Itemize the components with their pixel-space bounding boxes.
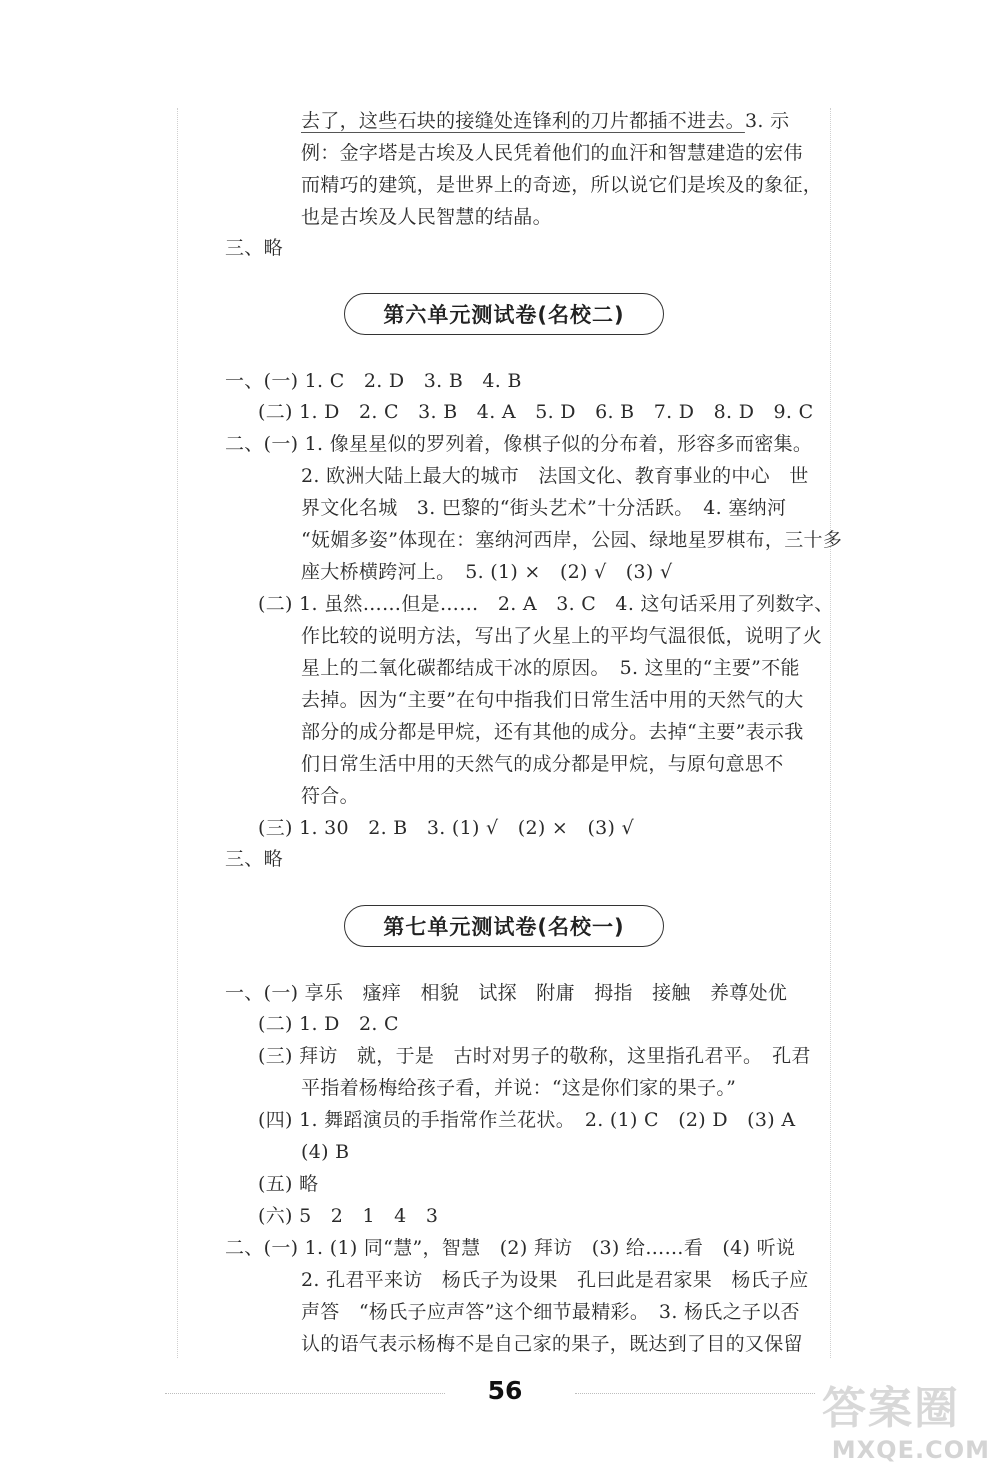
text-line: (二) 1. D 2. C: [258, 1013, 399, 1035]
text-line: 一、(一) 享乐 瘙痒 相貌 试探 附庸 拇指 接触 养尊处优: [225, 982, 788, 1004]
text-line: 一、(一) 1. C 2. D 3. B 4. B: [225, 370, 522, 392]
text-line: (三) 1. 30 2. B 3. (1) √ (2) × (3) √: [258, 817, 634, 839]
text-line: 们日常生活中用的天然气的成分都是甲烷，与原句意思不: [301, 753, 784, 775]
text-line: 也是古埃及人民智慧的结晶。: [301, 206, 552, 228]
margin-line-left: [177, 108, 178, 1358]
text-line: 2. 孔君平来访 杨氏子为设果 孔曰此是君家果 杨氏子应: [301, 1269, 809, 1291]
text-line: 三、略: [225, 848, 283, 870]
section-title: 第七单元测试卷(名校一): [344, 905, 664, 947]
text-line: “妩媚多姿”体现在：塞纳河西岸，公园、绿地星罗棋布，三十多: [301, 529, 843, 551]
text-line: 星上的二氧化碳都结成干冰的原因。 5. 这里的“主要”不能: [301, 657, 800, 679]
text-line: (四) 1. 舞蹈演员的手指常作兰花状。 2. (1) C (2) D (3) A: [258, 1109, 796, 1131]
text-line: 三、略: [225, 237, 283, 259]
text-line: 声答 “杨氏子应声答”这个细节最精彩。 3. 杨氏之子以否: [301, 1301, 800, 1323]
text-line: (二) 1. D 2. C 3. B 4. A 5. D 6. B 7. D 8. D 9. C: [258, 401, 814, 423]
footer-rule-right: [575, 1393, 815, 1394]
text-line: 作比较的说明方法，写出了火星上的平均气温很低，说明了火: [301, 625, 823, 647]
text-line: 二、(一) 1. 像星星似的罗列着，像棋子似的分布着，形容多而密集。: [225, 433, 813, 455]
watermark: [810, 1372, 990, 1468]
text-line: (二) 1. 虽然……但是…… 2. A 3. C 4. 这句话采用了列数字、: [258, 593, 834, 615]
text-line: 座大桥横跨河上。 5. (1) × (2) √ (3) √: [301, 561, 673, 583]
text-line: (4) B: [301, 1141, 350, 1163]
text-line: 3. 示: [745, 110, 790, 132]
text-line: (六) 5 2 1 4 3: [258, 1205, 439, 1227]
watermark-logo: 答案圈: [822, 1383, 960, 1434]
text-line: 二、(一) 1. (1) 同“慧”，智慧 (2) 拜访 (3) 给……看 (4) 听说: [225, 1237, 796, 1259]
section-title: 第六单元测试卷(名校二): [344, 293, 664, 335]
footer-rule-left: [165, 1393, 445, 1394]
watermark-url: MXQE.COM: [831, 1436, 990, 1464]
text-line: (五) 略: [258, 1173, 319, 1195]
text-line: 界文化名城 3. 巴黎的“街头艺术”十分活跃。 4. 塞纳河: [301, 497, 787, 519]
text-line: 去了，这些石块的接缝处连锋利的刀片都插不进去。: [301, 110, 745, 132]
margin-line-right: [830, 108, 831, 1358]
text-line: 部分的成分都是甲烷，还有其他的成分。去掉“主要”表示我: [301, 721, 804, 743]
text-line: (三) 拜访 就，于是 古时对男子的敬称，这里指孔君平。 孔君: [258, 1045, 811, 1067]
text-line: 去掉。因为“主要”在句中指我们日常生活中用的天然气的大: [301, 689, 804, 711]
page-number: 56: [487, 1376, 523, 1405]
text-line: 而精巧的建筑，是世界上的奇迹，所以说它们是埃及的象征，: [301, 174, 823, 196]
text-line: 例：金字塔是古埃及人民凭着他们的血汗和智慧建造的宏伟: [301, 142, 803, 164]
text-line: 2. 欧洲大陆上最大的城市 法国文化、教育事业的中心 世: [301, 465, 809, 487]
text-line: 平指着杨梅给孩子看，并说：“这是你们家的果子。”: [301, 1077, 737, 1099]
text-line: 认的语气表示杨梅不是自己家的果子，既达到了目的又保留: [301, 1333, 803, 1355]
text-line: 符合。: [301, 785, 359, 807]
